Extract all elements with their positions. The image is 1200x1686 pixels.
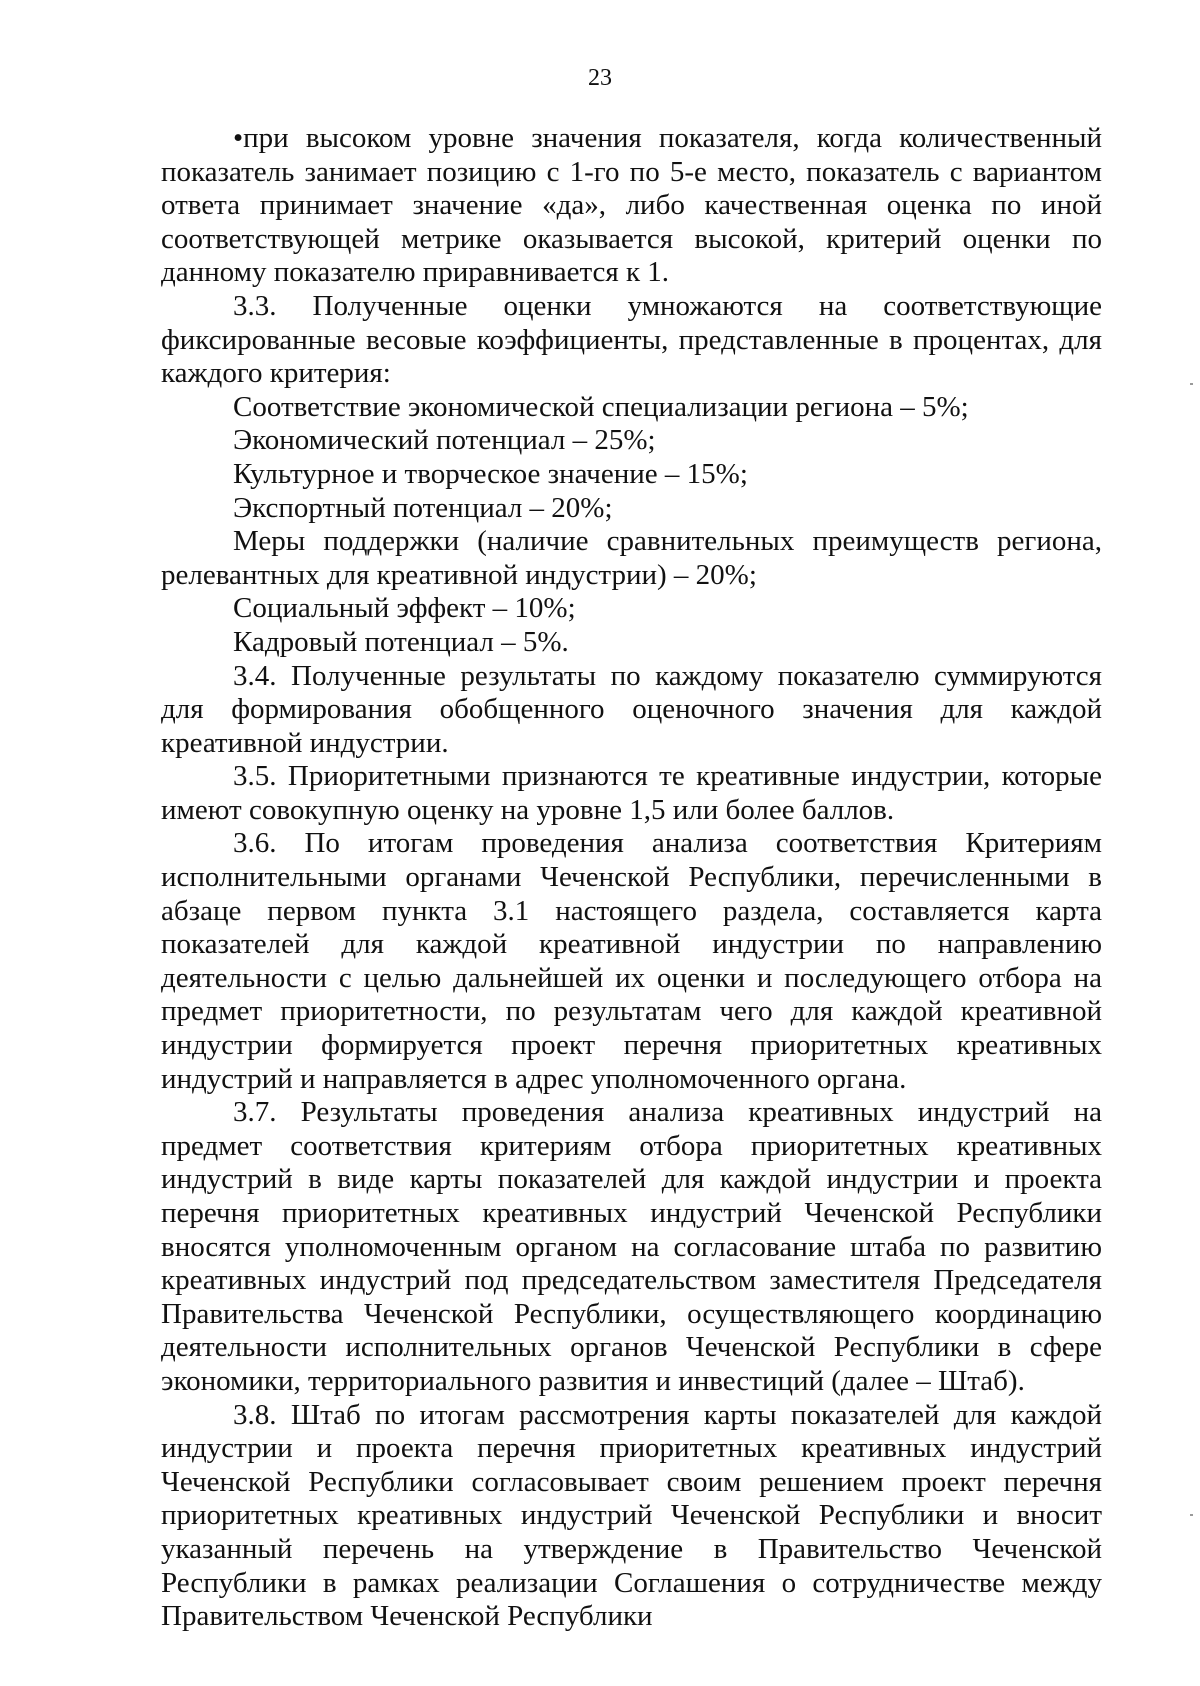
paragraph-3-8: 3.8. Штаб по итогам рассмотрения карты показателей для каждой индустрии и проекта перечня приоритетных креативных индустрий Чеченской Республики согласовывает своим решением проект перечня приоритетных креативных индустрий Чеченской Республики и вносит указанный перечень на утверждение в Правительство Чеченской Республики в рамках реализации Соглашения о сотрудничестве между Правительством Чеченской Республики xyxy=(161,1398,1102,1633)
page-number: 23 xyxy=(588,65,612,91)
paragraph-3-3: 3.3. Полученные оценки умножаются на соответствующие фиксированные весовые коэффициенты, представленные в процентах, для каждого критерия: xyxy=(161,289,1102,390)
criterion-social-effect: Социальный эффект – 10%; xyxy=(233,592,576,625)
paragraph-bullet: •при высоком уровне значения показателя, когда количественный показатель занимает позицию с 1-го по 5-е место, показатель с вариантом ответа принимает значение «да», либо качественная оценка по иной соответствующей метрике оказывается высокой, критерий оценки по данному показателю приравнивается к 1. xyxy=(161,122,1102,289)
criterion-export-potential: Экспортный потенциал – 20%; xyxy=(233,491,613,524)
criterion-economic-potential: Экономический потенциал – 25%; xyxy=(233,424,656,457)
criterion-cultural-value: Культурное и творческое значение – 15%; xyxy=(233,457,748,490)
criterion-economic-specialization: Соответствие экономической специализации региона – 5%; xyxy=(233,390,969,423)
scan-artifact-mark xyxy=(1190,383,1193,385)
scan-artifact-mark xyxy=(1190,1514,1193,1516)
paragraph-3-4: 3.4. Полученные результаты по каждому показателю суммируются для формирования обобщенного оценочного значения для каждой креативной индустрии. xyxy=(161,659,1102,759)
criterion-staff-potential: Кадровый потенциал – 5%. xyxy=(233,625,569,658)
paragraph-3-7: 3.7. Результаты проведения анализа креативных индустрий на предмет соответствия критериям отбора приоритетных креативных индустрий в виде карты показателей для каждой индустрии и проекта перечня приоритетных креативных индустрий Чеченской Республики вносятся уполномоченным органом на согласование штаба по развитию креативных индустрий под председательством заместителя Председателя Правительства Чеченской Республики, осуществляющего координацию деятельности исполнительных органов Чеченской Республики в сфере экономики, территориального развития и инвестиций (далее – Штаб). xyxy=(161,1096,1102,1397)
paragraph-3-5: 3.5. Приоритетными признаются те креативные индустрии, которые имеют совокупную оценку на уровне 1,5 или более баллов. xyxy=(161,760,1102,826)
document-body xyxy=(161,122,1102,1634)
criterion-support-measures: Меры поддержки (наличие сравнительных преимуществ региона, релевантных для креативной индустрии) – 20%; xyxy=(161,525,1102,591)
paragraph-3-6: 3.6. По итогам проведения анализа соответствия Критериям исполнительными органами Чеченской Республики, перечисленными в абзаце первом пункта 3.1 настоящего раздела, составляется карта показателей для каждой креативной индустрии по направлению деятельности с целью дальнейшей их оценки и последующего отбора на предмет приоритетности, по результатам чего для каждой креативной индустрии формируется проект перечня приоритетных креативных индустрий и направляется в адрес уполномоченного органа. xyxy=(161,827,1102,1095)
